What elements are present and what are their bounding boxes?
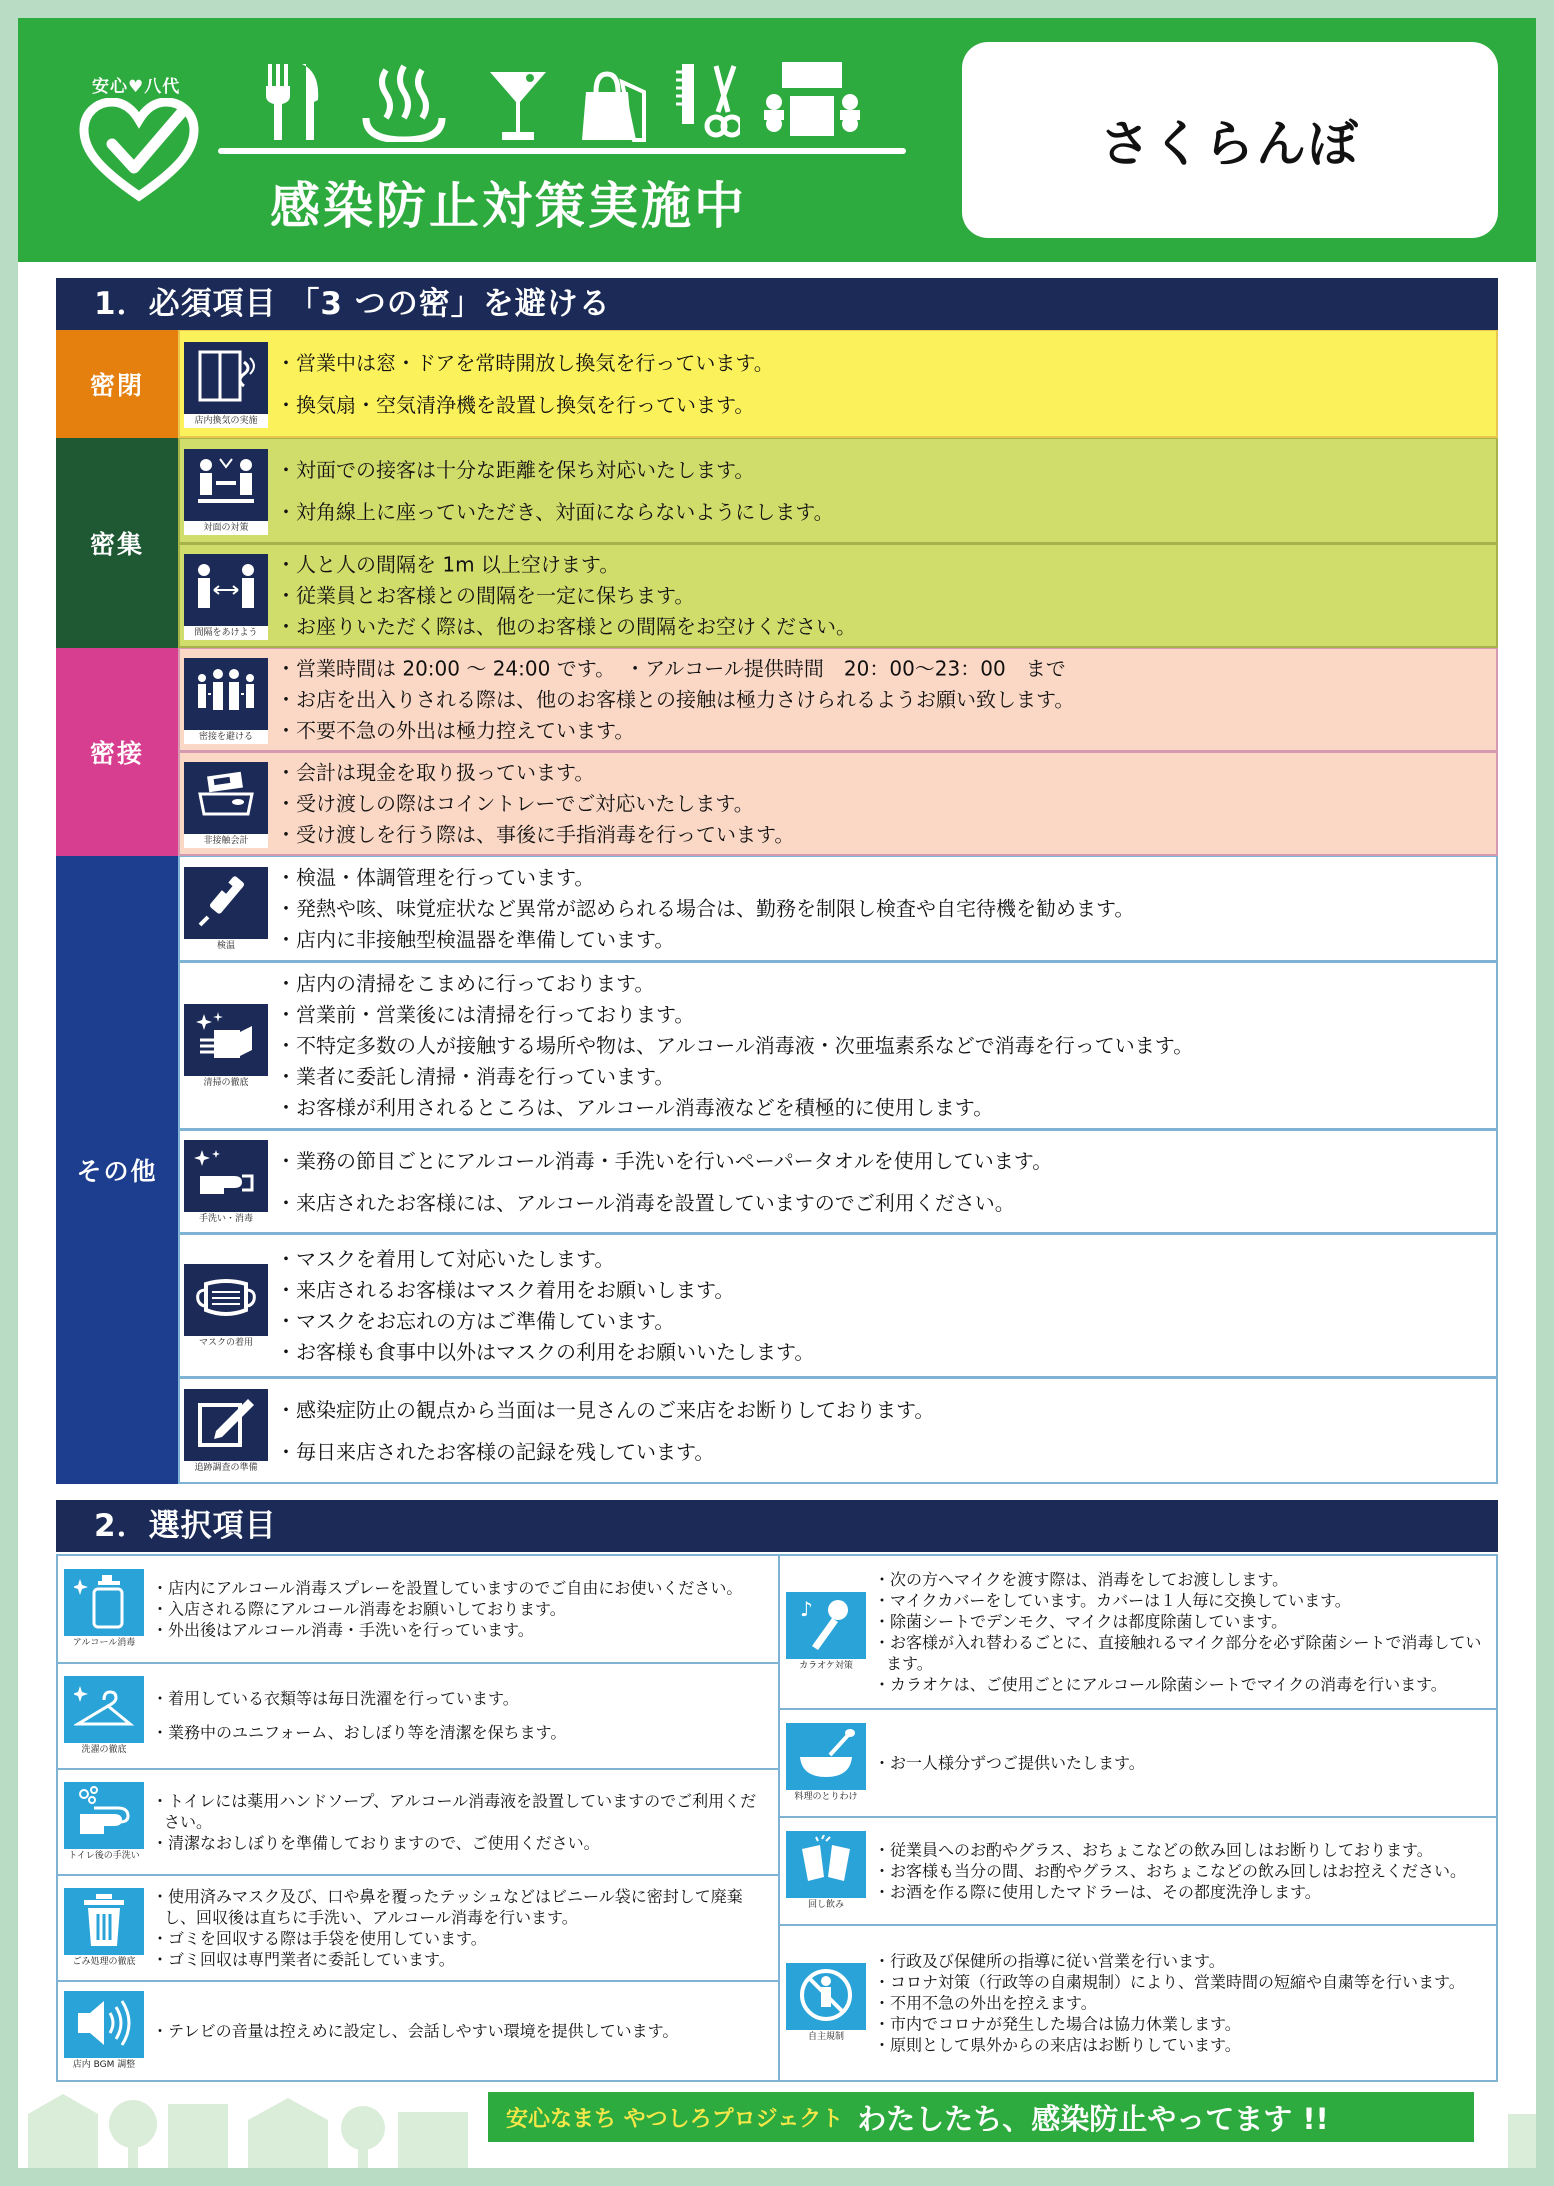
item-text — [152, 1578, 770, 1641]
header-divider — [218, 148, 906, 154]
optional-item-bgm — [58, 1982, 778, 2080]
row-line: ・毎日来店されたお客様の記録を残しています。 — [276, 1439, 715, 1464]
row-line: ・従業員とお客様との間隔を一定に保ちます。 — [276, 583, 695, 607]
item-line: ・店内にアルコール消毒スプレーを設置していますのでご自由にお使いください。 — [152, 1578, 743, 1598]
other-row-handwash — [178, 1130, 1498, 1234]
item-text — [874, 1569, 1488, 1695]
row-line: ・営業時間は 20:00 ～ 24:00 です。 ・アルコール提供時間 20：00～23：00 まで — [276, 656, 1066, 680]
thermometer-icon — [194, 873, 258, 929]
row-text — [276, 449, 1490, 533]
item-line: ・ゴミを回収する際は手袋を使用しています。 — [152, 1929, 487, 1948]
hanger-icon — [74, 1680, 134, 1736]
item-line: ・清潔なおしぼりを準備しておりますので、ご使用ください。 — [152, 1833, 600, 1853]
item-line: ・テレビの音量は控えめに設定し、会話しやすい環境を提供しています。 — [152, 2021, 679, 2041]
icon-caption: 回し飲み — [786, 1898, 866, 1912]
row-line: ・感染症防止の観点から当面は一見さんのご来店をお断りしております。 — [276, 1397, 935, 1422]
row-line: ・換気扇・空気清浄機を設置し換気を行っています。 — [276, 392, 755, 417]
item-line: ・次の方へマイクを渡す際は、消毒をしてお渡しします。 — [874, 1570, 1289, 1589]
item-text — [874, 1753, 1488, 1774]
row-text — [276, 342, 1490, 426]
icon-caption: 手洗い・消毒 — [184, 1212, 268, 1226]
microphone-icon-box — [786, 1592, 866, 1672]
icon-caption: 間隔をあけよう — [184, 626, 268, 640]
microphone-icon — [796, 1596, 856, 1652]
thermometer-icon-box — [184, 867, 268, 951]
row-text — [276, 1140, 1490, 1224]
optional-item-restraint — [780, 1926, 1496, 2080]
trash-can-icon — [74, 1892, 134, 1948]
distance-icon — [194, 560, 258, 616]
cocktail-icon — [486, 62, 550, 142]
handsoap-icon-box — [64, 1782, 144, 1862]
meeting-icon — [762, 62, 862, 142]
handwash-icon-box — [184, 1140, 268, 1224]
item-line: ・お酒を作る際に使用したマドラーは、その都度洗浄します。 — [874, 1882, 1321, 1902]
optional-item-serving — [780, 1710, 1496, 1818]
row-text — [276, 1244, 1490, 1368]
row-text — [276, 968, 1490, 1123]
window-ventilation-icon — [194, 348, 258, 404]
record-form-icon — [194, 1395, 258, 1451]
row-line: ・お客様も食事中以外はマスクの利用をお願いいたします。 — [276, 1339, 815, 1364]
icon-caption: ごみ処理の徹底 — [64, 1955, 144, 1969]
icon-caption: 密接を避ける — [184, 730, 268, 744]
icon-caption: 清掃の徹底 — [184, 1076, 268, 1090]
optional-item-alcohol — [58, 1556, 778, 1664]
section2-heading: 2．選択項目 — [56, 1500, 1498, 1552]
row-line: ・店内に非接触型検温器を準備しています。 — [276, 927, 675, 951]
row-line: ・発熱や咳、味覚症状など異常が認められる場合は、勤務を制限し検査や自宅待機を勧めます。 — [276, 896, 1135, 920]
item-text — [152, 2021, 770, 2042]
mippei-row-ventilation — [178, 330, 1498, 438]
mask-icon-box — [184, 1264, 268, 1348]
cheers-icon — [796, 1835, 856, 1891]
item-line: ・不用不急の外出を控えます。 — [874, 1993, 1097, 2013]
restraint-icon-box — [786, 1963, 866, 2043]
item-line: ・マイクカバーをしています。カバーは１人毎に交換しています。 — [874, 1591, 1351, 1610]
item-text — [152, 1791, 770, 1854]
item-line: ・市内でコロナが発生した場合は協力休業します。 — [874, 2014, 1241, 2034]
row-line: ・人と人の間隔を 1m 以上空けます。 — [276, 552, 620, 576]
row-line: ・受け渡しを行う際は、事後に手指消毒を行っています。 — [276, 822, 795, 846]
row-line: ・マスクをお忘れの方はご準備しています。 — [276, 1308, 675, 1333]
item-line: ・トイレには薬用ハンドソープ、アルコール消毒液を設置していますのでご利用ください。 — [152, 1791, 757, 1832]
item-line: ・外出後はアルコール消毒・手洗いを行っています。 — [152, 1620, 534, 1640]
item-line: ・業務中のユニフォーム、おしぼり等を清潔を保ちます。 — [152, 1723, 567, 1742]
cleaning-icon — [194, 1010, 258, 1066]
misshu-row-distance — [178, 544, 1498, 648]
section1-heading: 1．必須項目 「3 つの密」を避ける — [56, 278, 1498, 330]
serving-bowl-icon — [796, 1727, 856, 1783]
crowd-avoid-icon — [194, 664, 258, 720]
hanger-icon-box — [64, 1676, 144, 1756]
item-line: ・コロナ対策（行政等の自粛規制）により、営業時間の短縮や自粛等を行います。 — [874, 1972, 1465, 1992]
category-missetsu: 密接 — [56, 648, 178, 856]
row-line: ・来店されたお客様には、アルコール消毒を設置していますのでご利用ください。 — [276, 1190, 1015, 1215]
cheers-icon-box — [786, 1831, 866, 1911]
svg-text:♪: ♪ — [800, 1597, 813, 1621]
item-text — [874, 1951, 1488, 2056]
heart-check-logo-icon — [78, 98, 200, 202]
icon-caption: カラオケ対策 — [786, 1659, 866, 1673]
hot-spring-icon — [362, 62, 446, 142]
no-entry-person-icon — [796, 1967, 856, 2023]
shopping-bag-icon — [578, 62, 648, 142]
speaker-icon-box — [64, 1991, 144, 2071]
footer-slogan: わたしたち、感染防止やってます !! — [857, 2101, 1329, 2136]
icon-caption: 非接触会計 — [184, 834, 268, 848]
item-line: ・入店される際にアルコール消毒をお願いしております。 — [152, 1599, 566, 1619]
speaker-icon — [74, 1995, 134, 2051]
row-line: ・来店されるお客様はマスク着用をお願いします。 — [276, 1277, 735, 1302]
row-line: ・不特定多数の人が接触する場所や物は、アルコール消毒液・次亜塩素系などで消毒を行っています。 — [276, 1033, 1194, 1057]
row-text — [276, 653, 1490, 746]
item-text — [152, 1682, 770, 1750]
optional-item-toilet — [58, 1770, 778, 1876]
icon-caption: マスクの着用 — [184, 1336, 268, 1350]
sanitizer-icon-box — [64, 1569, 144, 1649]
misshu-row-face — [178, 438, 1498, 544]
optional-item-garbage — [58, 1876, 778, 1982]
row-line: ・業者に委託し清掃・消毒を行っています。 — [276, 1064, 675, 1088]
item-text — [874, 1840, 1488, 1903]
optional-items-grid — [56, 1554, 1498, 2082]
other-row-mask — [178, 1234, 1498, 1378]
category-other: その他 — [56, 856, 178, 1484]
cash-tray-icon — [194, 768, 258, 824]
row-line: ・お座りいただく際は、他のお客様との間隔をお空けください。 — [276, 614, 856, 638]
row-line: ・検温・体調管理を行っています。 — [276, 865, 595, 889]
shop-name-box — [962, 42, 1498, 238]
cutlery-icon — [262, 62, 326, 142]
other-row-temperature — [178, 856, 1498, 962]
category-misshu: 密集 — [56, 438, 178, 648]
trash-icon-box — [64, 1888, 144, 1968]
category-mippei: 密閉 — [56, 330, 178, 438]
face-to-face-icon — [194, 455, 258, 511]
bowl-icon-box — [786, 1723, 866, 1803]
icon-caption: 店内 BGM 調整 — [64, 2058, 144, 2072]
other-row-tracking — [178, 1378, 1498, 1484]
hand-wash-icon — [194, 1146, 258, 1202]
row-text — [276, 549, 1490, 642]
page-title: 感染防止対策実施中 — [270, 177, 747, 235]
hand-soap-icon — [74, 1786, 134, 1842]
row-text — [276, 862, 1490, 955]
item-line: ・使用済みマスク及び、口や鼻を覆ったテッシュなどはビニール袋に密封して廃棄し、回収後は直ちに手洗い、アルコール消毒を行います。 — [152, 1887, 743, 1927]
item-text — [152, 1886, 770, 1970]
cash-icon-box — [184, 762, 268, 846]
item-line: ・お客様が入れ替わるごとに、直接触れるマイク部分を必ず除菌シートで消毒しています。 — [874, 1633, 1482, 1673]
icon-caption: 対面の対策 — [184, 521, 268, 535]
row-line: ・会計は現金を取り扱っています。 — [276, 760, 595, 784]
item-line: ・カラオケは、ご使用ごとにアルコール除菌シートでマイクの消毒を行います。 — [874, 1675, 1447, 1694]
item-line: ・従業員へのお酌やグラス、おちょこなどの飲み回しはお断りしております。 — [874, 1840, 1433, 1860]
record-icon-box — [184, 1389, 268, 1473]
row-line: ・お店を出入りされる際は、他のお客様との接触は極力さけられるようお願い致します。 — [276, 687, 1075, 711]
mask-icon — [194, 1270, 258, 1326]
ventilation-icon-box — [184, 342, 268, 426]
hairdresser-icon — [676, 62, 740, 142]
footer-banner — [488, 2092, 1474, 2142]
row-line: ・営業中は窓・ドアを常時開放し換気を行っています。 — [276, 350, 774, 375]
shop-name: さくらんぼ — [1100, 115, 1360, 173]
crowd-icon-box — [184, 658, 268, 742]
item-line: ・お一人様分ずつご提供いたします。 — [874, 1753, 1145, 1773]
missetsu-row-payment — [178, 752, 1498, 856]
optional-item-laundry — [58, 1664, 778, 1770]
row-text — [276, 757, 1490, 850]
row-line: ・業務の節目ごとにアルコール消毒・手洗いを行いペーパータオルを使用しています。 — [276, 1148, 1053, 1173]
row-line: ・営業前・営業後には清掃を行っております。 — [276, 1002, 695, 1026]
row-text — [276, 1389, 1490, 1473]
icon-caption: 自主規制 — [786, 2030, 866, 2044]
row-line: ・不要不急の外出は極力控えています。 — [276, 718, 635, 742]
row-line: ・受け渡しの際はコイントレーでご対応いたします。 — [276, 791, 754, 815]
icon-caption: 洗濯の徹底 — [64, 1743, 144, 1757]
item-line: ・原則として県外からの来店はお断りしています。 — [874, 2035, 1241, 2055]
icon-caption: 料理のとりわけ — [786, 1790, 866, 1804]
row-line: ・対角線上に座っていただき、対面にならないようにします。 — [276, 499, 834, 524]
icon-caption: 店内換気の実施 — [184, 414, 268, 428]
icon-caption: 追跡調査の準備 — [184, 1461, 268, 1475]
row-line: ・マスクを着用して対応いたします。 — [276, 1246, 615, 1271]
distance-icon-box — [184, 554, 268, 638]
footer-project: 安心なまち やつしろプロジェクト — [506, 2106, 844, 2132]
icon-caption: トイレ後の手洗い — [64, 1849, 144, 1863]
logo-text: 安心♥八代 — [92, 77, 181, 97]
sanitizer-bottle-icon — [74, 1573, 134, 1629]
cleaning-icon-box — [184, 1004, 268, 1088]
item-line: ・行政及び保健所の指導に従い営業を行います。 — [874, 1951, 1225, 1971]
optional-item-sharing — [780, 1818, 1496, 1926]
optional-item-karaoke — [780, 1556, 1496, 1710]
item-line: ・着用している衣類等は毎日洗濯を行っています。 — [152, 1689, 519, 1708]
icon-caption: アルコール消毒 — [64, 1636, 144, 1650]
face-icon-box — [184, 449, 268, 533]
item-line: ・お客様も当分の間、お酌やグラス、おちょこなどの飲み回しはお控えください。 — [874, 1861, 1467, 1881]
item-line: ・ゴミ回収は専門業者に委託しています。 — [152, 1950, 455, 1969]
icon-caption: 検温 — [184, 939, 268, 953]
row-line: ・対面での接客は十分な距離を保ち対応いたします。 — [276, 457, 755, 482]
row-line: ・お客様が利用されるところは、アルコール消毒液などを積極的に使用します。 — [276, 1095, 994, 1119]
missetsu-row-hours — [178, 648, 1498, 752]
row-line: ・店内の清掃をこまめに行っております。 — [276, 971, 655, 995]
other-row-cleaning — [178, 962, 1498, 1130]
item-line: ・除菌シートでデンモク、マイクは都度除菌しています。 — [874, 1612, 1288, 1631]
